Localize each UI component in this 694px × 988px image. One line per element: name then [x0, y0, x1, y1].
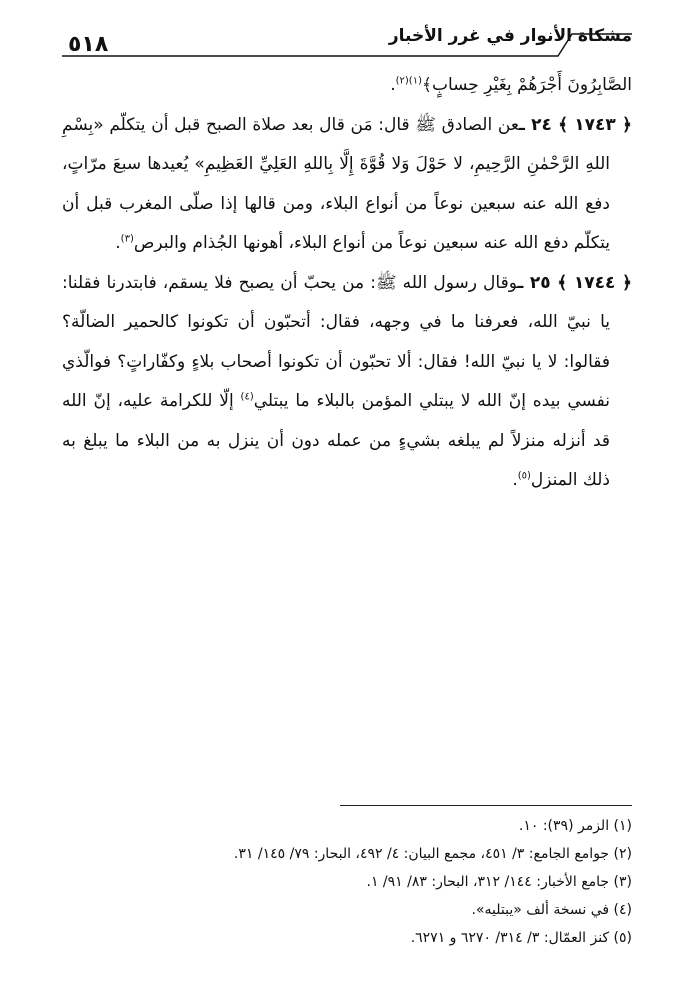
- hadith-text: وقال رسول الله ﷺ: من يحبّ أن يصبح فلا يسقم، فابتدرنا فقلنا: يا نبيّ الله، فعرفنا ما في وجهه، فقال: أتحبّون أن تكونوا كالحمير الضالّة؟ فقالوا: لا يا نبيّ الله! فقال: ألا تحبّون أن تكونوا أصحاب بلاءٍ وكفّاراتٍ؟ فوالّذي نفسي بيده إنّ الله لا يبتلي المؤمن بالبلاء ما يبتلي: [62, 272, 611, 411]
- verse-text: الصَّابِرُونَ أَجْرَهُمْ بِغَيْرِ حِسابٍ﴾: [422, 75, 632, 95]
- hadith-text-cont: إلّا للكرامة عليه، إنّ الله قد أنزله منزلاً لم يبلغه بشيءٍ من عمله دون أن ينزل به من البلاء ما يبلغ به ذلك المنزل: [62, 391, 610, 490]
- book-title: مشكاة الأنوار في غرر الأخبار: [388, 26, 632, 46]
- footnote-4: (٤) في نسخة ألف «يبتليه».: [471, 902, 632, 918]
- footnote-ref: (٤): [240, 391, 254, 403]
- footnote-separator: [340, 805, 632, 806]
- footnote-2: (٢) جوامع الجامع: ٣/ ٤٥١، مجمع البيان: ٤/ ٤٩٢، البحار: ٧٩/ ١٤٥/ ٣١.: [233, 846, 632, 862]
- main-text: [62, 66, 632, 501]
- footnote-3: (٣) جامع الأخبار: ١٤٤/ ٣١٢، البحار: ٨٣/ ٩١/ ١.: [366, 874, 632, 890]
- footnote-ref: (١)(٢): [395, 75, 422, 87]
- hadith-number: ﴿ ١٧٤٤ ﴾ ٢٥ ـ: [517, 272, 632, 293]
- footnote-5: (٥) كنز العمّال: ٣/ ٣١٤/ ٦٢٧٠ و ٦٢٧١.: [410, 930, 632, 946]
- footnote-1: (١) الزمر (٣٩): ١٠.: [518, 818, 632, 834]
- page-number: ٥١٨: [68, 32, 109, 57]
- footnotes: [62, 812, 632, 952]
- hadith-text: عن الصادق ﷺ قال: مَن قال بعد صلاة الصبح قبل أن يتكلّم «بِسْمِ اللهِ الرَّحْمٰنِ الرَّحِيمِ، لا حَوْلَ وَلا قُوَّةَ إِلَّا بِاللهِ العَلِيِّ العَظِيمِ» يُعيدها سبعَ مرّاتٍ، دفع الله عنه سبعين نوعاً من أنواع البلاء، ومن قالها إذا صلّى المغرب قبل أن يتكلّم دفع الله عنه سبعين نوعاً من أنواع البلاء، أهونها الجُذام والبرص: [62, 114, 610, 253]
- footnote-ref: (٥): [517, 470, 531, 482]
- hadith-1744: ﴿ ١٧٤٤ ﴾ ٢٥ ـوقال رسول الله ﷺ: من يحبّ أن يصبح فلا يسقم، فابتدرنا فقلنا: يا نبيّ الله، فعرفنا ما في وجهه، فقال: أتحبّون أن تكونوا كالحمير الضالّة؟ فقالوا: لا يا نبيّ الله! فقال: ألا تحبّون أن تكونوا أصحاب بلاءٍ وكفّاراتٍ؟ فوالّذي نفسي بيده إنّ الله لا يبتلي المؤمن بالبلاء ما يبتلي$^{(٤)}$ إلّا للكرامة عليه، إنّ الله قد أنزله منزلاً لم يبلغه بشيءٍ من عمله دون أن ينزل به من البلاء ما يبلغ به ذلك المنزل$^{(٥)}$.: [62, 272, 632, 490]
- hadith-number: ﴿ ١٧٤٣ ﴾ ٢٤ ـ: [519, 114, 632, 135]
- quran-verse-ending: الصَّابِرُونَ أَجْرَهُمْ بِغَيْرِ حِسابٍ﴾$^{(١)(٢)}$.: [390, 75, 632, 95]
- hadith-1743: ﴿ ١٧٤٣ ﴾ ٢٤ ـعن الصادق ﷺ قال: مَن قال بعد صلاة الصبح قبل أن يتكلّم «بِسْمِ اللهِ الرَّحْمٰنِ الرَّحِيمِ، لا حَوْلَ وَلا قُوَّةَ إِلَّا بِاللهِ العَلِيِّ العَظِيمِ» يُعيدها سبعَ مرّاتٍ، دفع الله عنه سبعين نوعاً من أنواع البلاء، ومن قالها إذا صلّى المغرب قبل أن يتكلّم دفع الله عنه سبعين نوعاً من أنواع البلاء، أهونها الجُذام والبرص$^{(٣)}$.: [62, 114, 632, 253]
- footnote-ref: (٣): [120, 233, 134, 245]
- running-header: [62, 22, 632, 62]
